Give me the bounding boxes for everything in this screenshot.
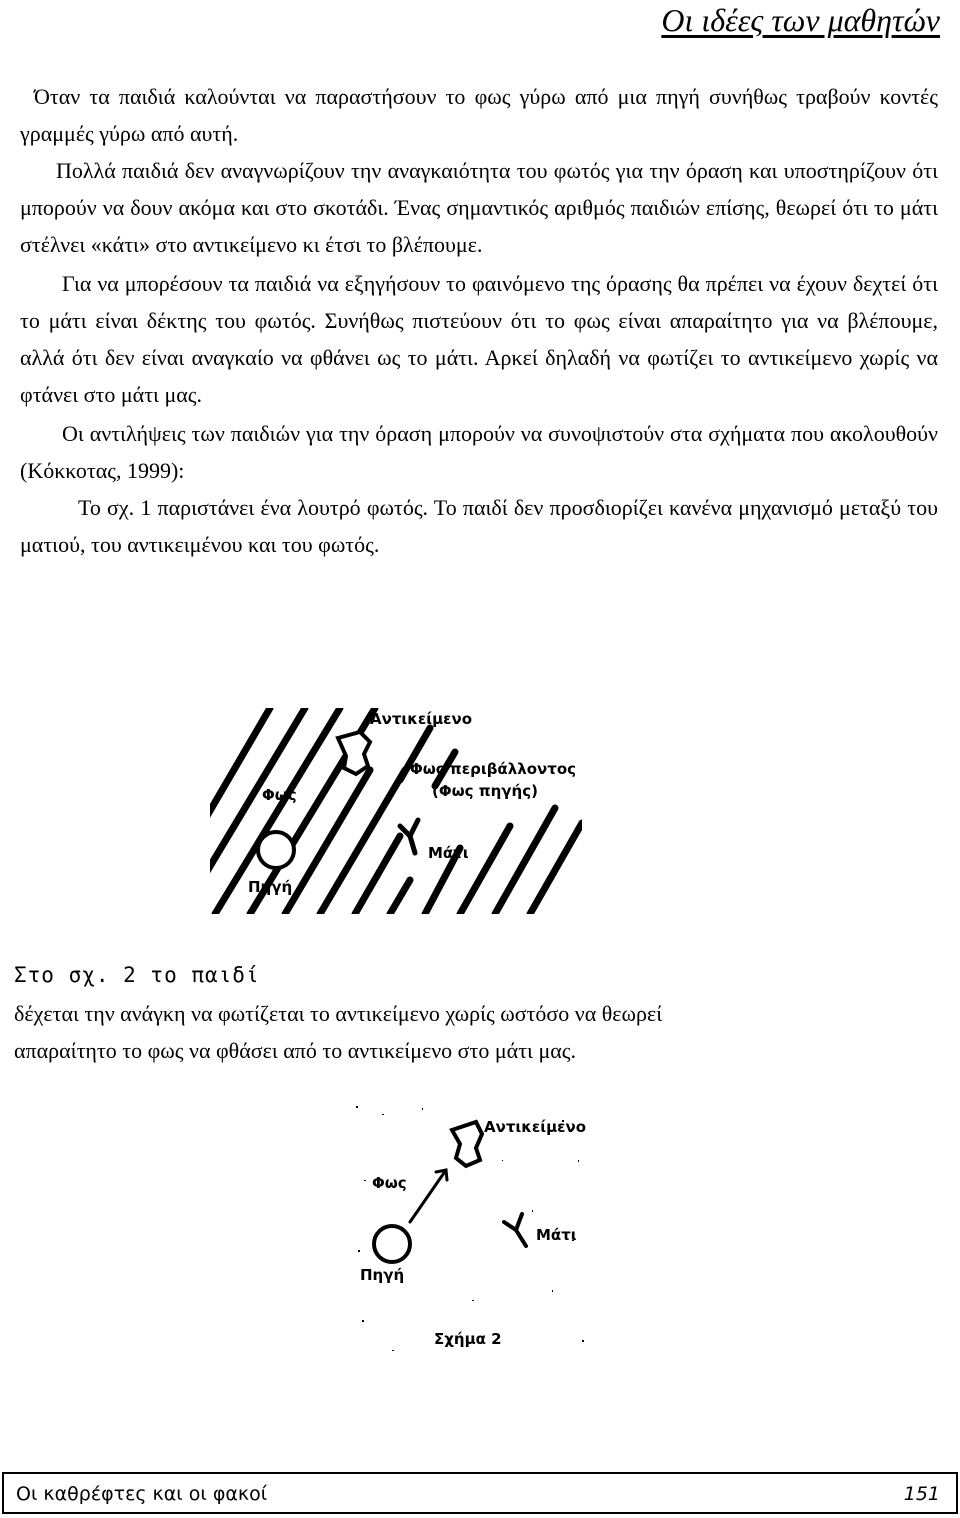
light-source-circle	[258, 832, 294, 868]
light-label-2: Φως	[372, 1174, 407, 1192]
section-2-line-1: δέχεται την ανάγκη να φωτίζεται το αντικείμενο χωρίς ωστόσο να θεωρεί	[14, 1001, 663, 1026]
section-2-text	[14, 995, 944, 1069]
eye-label-2: Μάτι	[536, 1226, 577, 1244]
source-label-2: Πηγή	[360, 1266, 405, 1284]
paragraph-4: Οι αντιλήψεις των παιδιών για την όραση μπορούν να συνοψιστούν στα σχήματα που ακολουθούν (Κόκκοτας, 1999):	[20, 421, 938, 483]
footer-page-number: 151	[903, 1483, 940, 1505]
light-label: Φως	[262, 786, 297, 804]
reflected-light-sublabel: (Φως πηγής)	[432, 782, 538, 800]
section-2-heading: Στο σχ. 2 το παιδί	[14, 963, 260, 987]
object-label: Αντικείμενο	[370, 710, 473, 728]
paragraph-2: Πολλά παιδιά δεν αναγνωρίζουν την αναγκαιότητα του φωτός για την όραση και υποστηρίζουν ότι μπορούν να δουν ακόμα και στο σκοτάδι. Ένας σημαντικός αριθμός παιδιών επίσης, θεωρεί ότι το μάτι στέλνει «κάτι» στο αντικείμενο κι έτσι το βλέπουμε.	[20, 158, 938, 257]
eye-symbol-2	[504, 1214, 526, 1246]
figure-2	[352, 1100, 592, 1362]
body-text	[20, 78, 938, 563]
page-header-title: Οι ιδέες των μαθητών	[661, 2, 940, 38]
object-shape	[338, 732, 370, 774]
page-footer	[2, 1472, 958, 1514]
footer-book-title: Οι καθρέφτες και οι φακοί	[16, 1483, 268, 1505]
section-2-line-2: απαραίτητο το φως να φθάσει από το αντικείμενο στο μάτι μας.	[14, 1038, 576, 1063]
eye-label: Μάτι	[428, 844, 469, 862]
figure-1-drawing	[210, 708, 582, 914]
object-label-2: Αντικείμενο	[484, 1118, 587, 1136]
object-shape-2	[452, 1122, 482, 1166]
figure-2-drawing	[352, 1100, 592, 1362]
paragraph-3: Για να μπορέσουν τα παιδιά να εξηγήσουν το φαινόμενο της όρασης θα πρέπει να έχουν δεχτεί ότι το μάτι είναι δέκτης του φωτός. Συνήθως πιστεύουν ότι το φως είναι απαραίτητο για να βλέπουμε, αλλά ότι δεν είναι αναγκαίο να φθάνει ως το μάτι. Αρκεί δηλαδή να φωτίζει το αντικείμενο χωρίς να φτάνει στο μάτι μας.	[20, 271, 938, 407]
reflected-light-label: Φως περιβάλλοντος	[410, 760, 577, 778]
paragraph-5: Το σχ. 1 παριστάνει ένα λουτρό φωτός. Το παιδί δεν προσδιορίζει κανένα μηχανισμό μεταξύ του ματιού, του αντικειμένου και του φωτός.	[20, 495, 938, 557]
figure-2-caption: Σχήμα 2	[434, 1330, 502, 1348]
paragraph-1: Όταν τα παιδιά καλούνται να παραστήσουν το φως γύρω από μια πηγή συνήθως τραβούν κοντές γραμμές γύρω από αυτή.	[20, 84, 938, 146]
source-label: Πηγή	[248, 878, 293, 896]
light-source-circle-2	[374, 1226, 410, 1262]
figure-1	[210, 708, 582, 914]
light-arrow	[410, 1170, 447, 1222]
